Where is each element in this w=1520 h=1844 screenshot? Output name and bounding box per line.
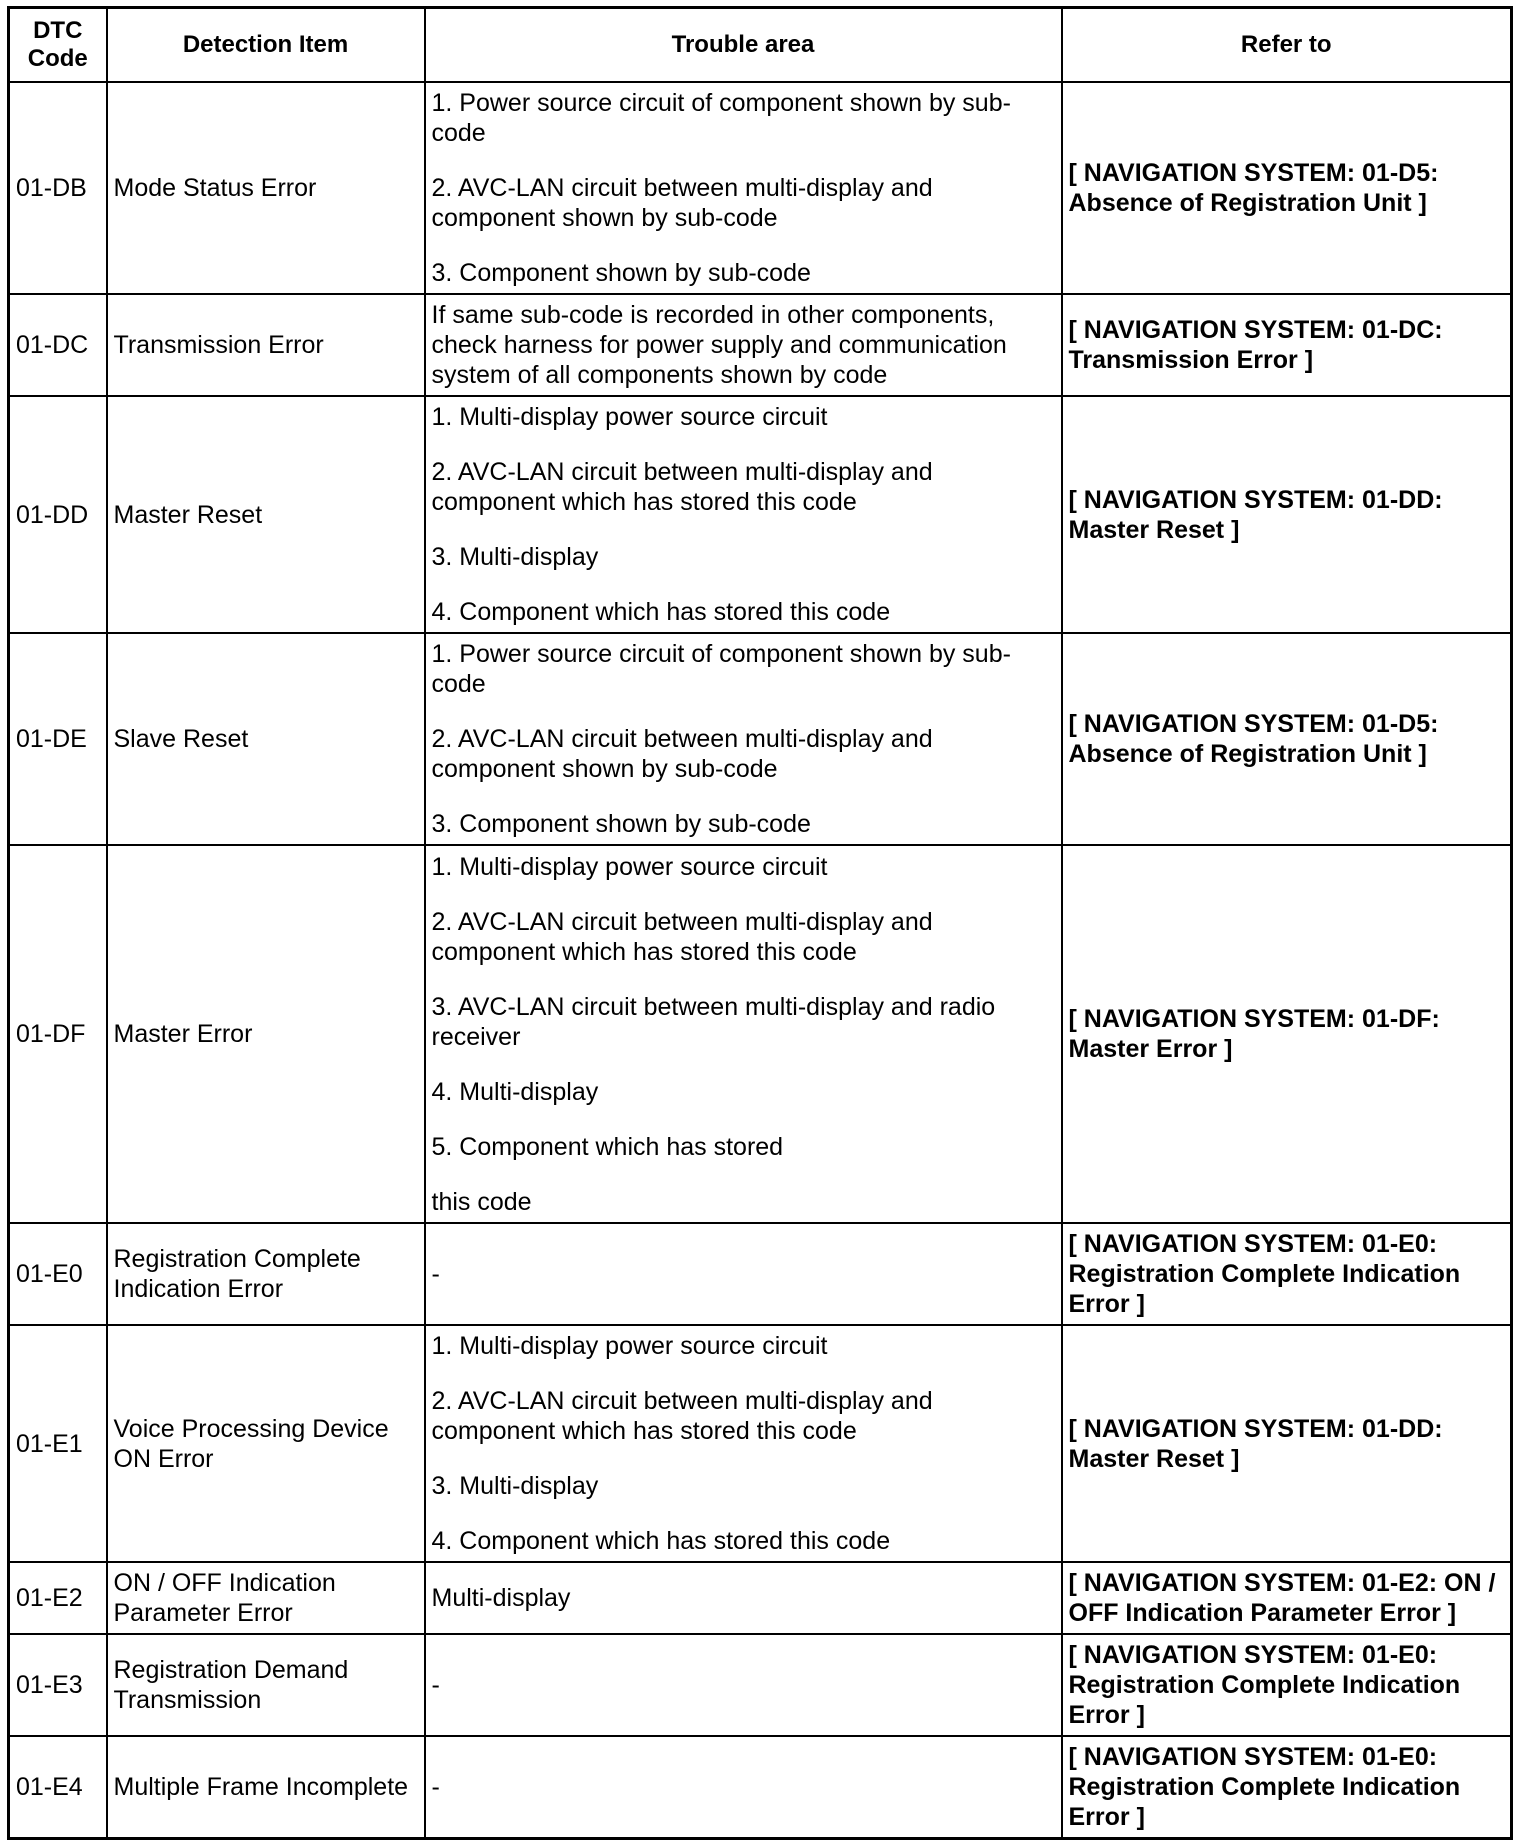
trouble-area-cell [425, 1223, 1062, 1325]
refer-to-link[interactable]: [ NAVIGATION SYSTEM: 01-DD: Master Reset ] [1062, 1325, 1512, 1562]
trouble-area-item: 4. Component which has stored this code [431, 1527, 891, 1555]
refer-to-link[interactable]: [ NAVIGATION SYSTEM: 01-D5: Absence of Registration Unit ] [1062, 633, 1512, 845]
refer-to-link[interactable]: [ NAVIGATION SYSTEM: 01-E2: ON / OFF Indication Parameter Error ] [1062, 1562, 1512, 1634]
refer-to-link[interactable]: [ NAVIGATION SYSTEM: 01-DF: Master Error ] [1062, 845, 1512, 1223]
table-row [9, 1562, 1512, 1634]
detection-item-cell: Transmission Error [107, 294, 425, 396]
detection-item-cell: ON / OFF Indication Parameter Error [107, 1562, 425, 1634]
trouble-area-cell [425, 1325, 1062, 1562]
refer-to-link[interactable]: [ NAVIGATION SYSTEM: 01-E0: Registration Complete Indication Error ] [1062, 1736, 1512, 1838]
detection-item-cell: Multiple Frame Incomplete [107, 1736, 425, 1838]
header-refer-to: Refer to [1062, 8, 1512, 83]
trouble-area-item: 4. Multi-display [431, 1077, 599, 1106]
trouble-area-item: 1. Power source circuit of component shown by sub-code [431, 640, 1011, 698]
trouble-area-item: 1. Multi-display power source circuit [431, 1332, 828, 1360]
table-row [9, 294, 1512, 396]
trouble-area-cell [425, 1634, 1062, 1736]
detection-item-cell: Master Reset [107, 396, 425, 633]
dtc-table [7, 6, 1513, 1840]
trouble-area-item: If same sub-code is recorded in other components, check harness for power supply and communication system of all components shown by code [431, 301, 1007, 389]
dtc-code-cell: 01-DD [9, 396, 107, 633]
table-row [9, 1634, 1512, 1736]
header-dtc-code [9, 8, 107, 83]
dtc-code-cell: 01-DC [9, 294, 107, 396]
trouble-area-cell [425, 1736, 1062, 1838]
header-detection-item: Detection Item [107, 8, 425, 83]
trouble-area-item: 3. Component shown by sub-code [431, 810, 811, 838]
header-row [9, 8, 1512, 83]
trouble-area-item: 2. AVC-LAN circuit between multi-display and component which has stored this code [431, 907, 933, 966]
header-trouble-area: Trouble area [425, 8, 1062, 83]
dtc-code-cell: 01-E0 [9, 1223, 107, 1325]
dtc-code-cell: 01-E4 [9, 1736, 107, 1838]
trouble-area-item: this code [431, 1187, 532, 1216]
trouble-area-item: 3. Multi-display [431, 543, 599, 571]
table-row [9, 82, 1512, 294]
trouble-area-item: 4. Component which has stored this code [431, 598, 891, 626]
trouble-area-item: 2. AVC-LAN circuit between multi-display and component which has stored this code [431, 458, 933, 516]
table-row [9, 633, 1512, 845]
refer-to-link[interactable]: [ NAVIGATION SYSTEM: 01-D5: Absence of Registration Unit ] [1062, 82, 1512, 294]
refer-to-link[interactable]: [ NAVIGATION SYSTEM: 01-DC: Transmission Error ] [1062, 294, 1512, 396]
dtc-code-cell: 01-DE [9, 633, 107, 845]
trouble-area-item: 1. Multi-display power source circuit [431, 403, 828, 431]
table-row [9, 396, 1512, 633]
trouble-area-item: 2. AVC-LAN circuit between multi-display and component shown by sub-code [431, 174, 933, 232]
detection-item-cell: Voice Processing Device ON Error [107, 1325, 425, 1562]
header-dtc-code-line2: Code [27, 45, 88, 72]
dtc-code-cell: 01-DB [9, 82, 107, 294]
trouble-area-item: 1. Power source circuit of component shown by sub-code [431, 89, 1011, 147]
detection-item-cell: Registration Complete Indication Error [107, 1223, 425, 1325]
trouble-area-item: - [431, 1671, 440, 1699]
trouble-area-item: 1. Multi-display power source circuit [431, 852, 828, 881]
detection-item-cell: Registration Demand Transmission [107, 1634, 425, 1736]
trouble-area-cell [425, 294, 1062, 396]
table-row [9, 845, 1512, 1223]
trouble-area-item: 3. AVC-LAN circuit between multi-display and radio receiver [431, 992, 996, 1051]
refer-to-link[interactable]: [ NAVIGATION SYSTEM: 01-DD: Master Reset ] [1062, 396, 1512, 633]
trouble-area-cell [425, 396, 1062, 633]
trouble-area-item: - [431, 1772, 440, 1801]
header-dtc-code-line1: DTC [33, 17, 83, 44]
trouble-area-cell [425, 633, 1062, 845]
trouble-area-item: Multi-display [431, 1584, 571, 1612]
dtc-code-cell: 01-DF [9, 845, 107, 1223]
trouble-area-cell [425, 1562, 1062, 1634]
refer-to-link[interactable]: [ NAVIGATION SYSTEM: 01-E0: Registration Complete Indication Error ] [1062, 1223, 1512, 1325]
trouble-area-item: 2. AVC-LAN circuit between multi-display and component which has stored this code [431, 1387, 933, 1445]
table-row [9, 1223, 1512, 1325]
dtc-code-cell: 01-E2 [9, 1562, 107, 1634]
refer-to-link[interactable]: [ NAVIGATION SYSTEM: 01-E0: Registration Complete Indication Error ] [1062, 1634, 1512, 1736]
table-body [9, 82, 1512, 1838]
detection-item-cell: Master Error [107, 845, 425, 1223]
dtc-code-cell: 01-E3 [9, 1634, 107, 1736]
table-row [9, 1736, 1512, 1838]
detection-item-cell: Mode Status Error [107, 82, 425, 294]
dtc-code-cell: 01-E1 [9, 1325, 107, 1562]
table-row [9, 1325, 1512, 1562]
trouble-area-cell [425, 845, 1062, 1223]
trouble-area-cell [425, 82, 1062, 294]
trouble-area-item: - [431, 1260, 440, 1288]
trouble-area-item: 3. Component shown by sub-code [431, 259, 811, 287]
trouble-area-item: 5. Component which has stored [431, 1132, 784, 1161]
trouble-area-item: 3. Multi-display [431, 1472, 599, 1500]
trouble-area-item: 2. AVC-LAN circuit between multi-display and component shown by sub-code [431, 725, 933, 783]
detection-item-cell: Slave Reset [107, 633, 425, 845]
